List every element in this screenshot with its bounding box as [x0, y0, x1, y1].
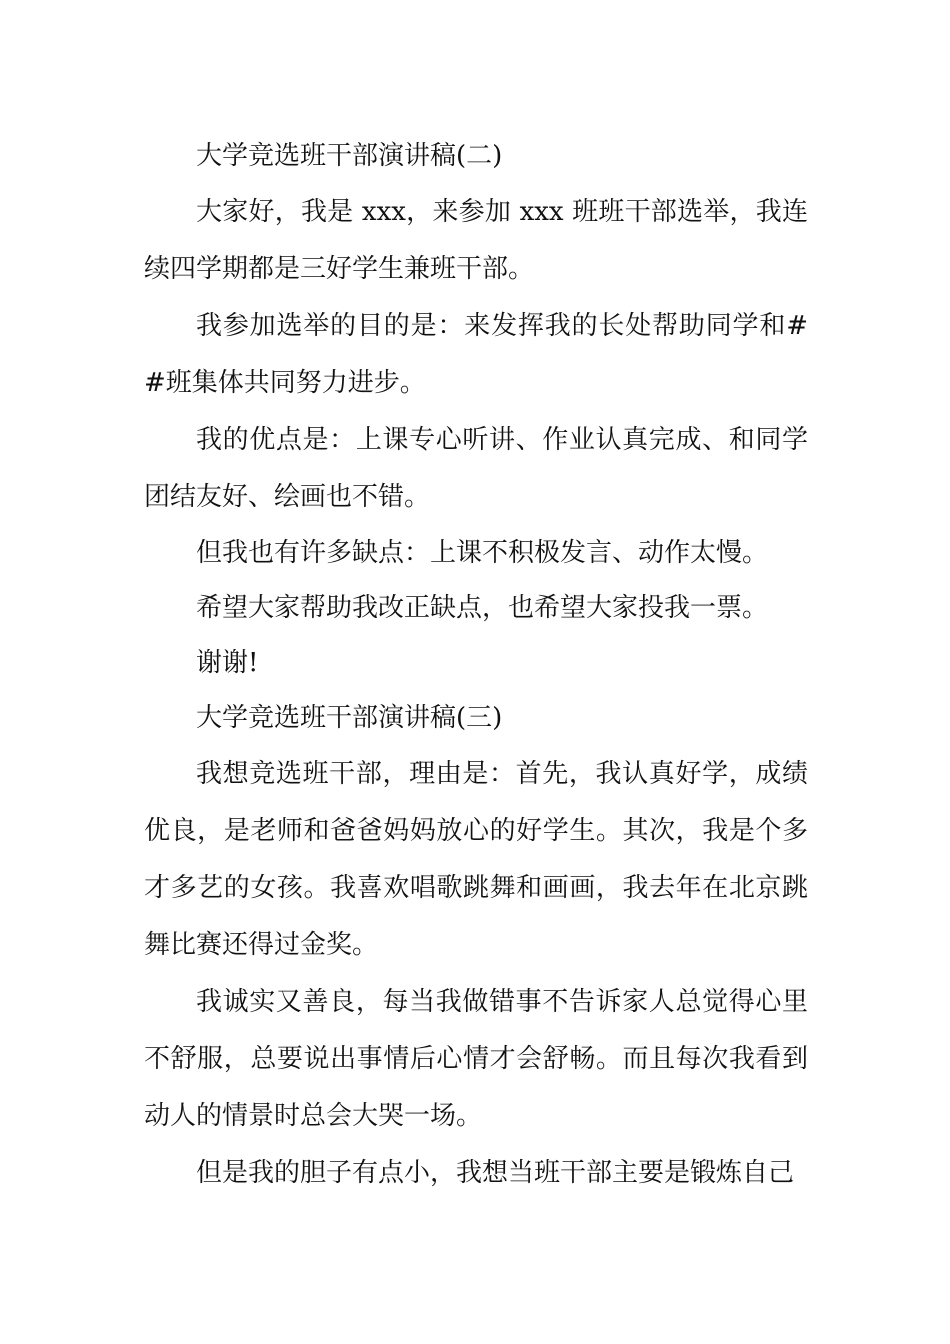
document-body	[144, 129, 808, 1202]
paragraph: 但是我的胆子有点小，我想当班干部主要是锻炼自己	[196, 1158, 795, 1188]
paragraph: 我诚实又善良，每当我做错事不告诉家人总觉得心里不舒服，总要说出事情后心情才会舒畅。而且每次我看到动人的情景时总会大哭一场。	[144, 987, 808, 1131]
section-heading: 大学竞选班干部演讲稿(二)	[196, 141, 503, 171]
paragraph: 但我也有许多缺点：上课不积极发言、动作太慢。	[196, 538, 769, 568]
paragraph: 我的优点是：上课专心听讲、作业认真完成、和同学团结友好、绘画也不错。	[144, 425, 808, 512]
paragraph: 谢谢!	[196, 648, 259, 678]
paragraph: 希望大家帮助我改正缺点，也希望大家投我一票。	[196, 593, 769, 623]
section-heading: 大学竞选班干部演讲稿(三)	[196, 703, 503, 733]
paragraph: 我参加选举的目的是：来发挥我的长处帮助同学和##班集体共同努力进步。	[144, 311, 808, 398]
paragraph: 我想竞选班干部，理由是：首先，我认真好学，成绩优良，是老师和爸爸妈妈放心的好学生。其次，我是个多才多艺的女孩。我喜欢唱歌跳舞和画画，我去年在北京跳舞比赛还得过金奖。	[144, 759, 808, 960]
paragraph: 大家好，我是 xxx，来参加 xxx 班班干部选举，我连续四学期都是三好学生兼班干部。	[144, 197, 808, 284]
